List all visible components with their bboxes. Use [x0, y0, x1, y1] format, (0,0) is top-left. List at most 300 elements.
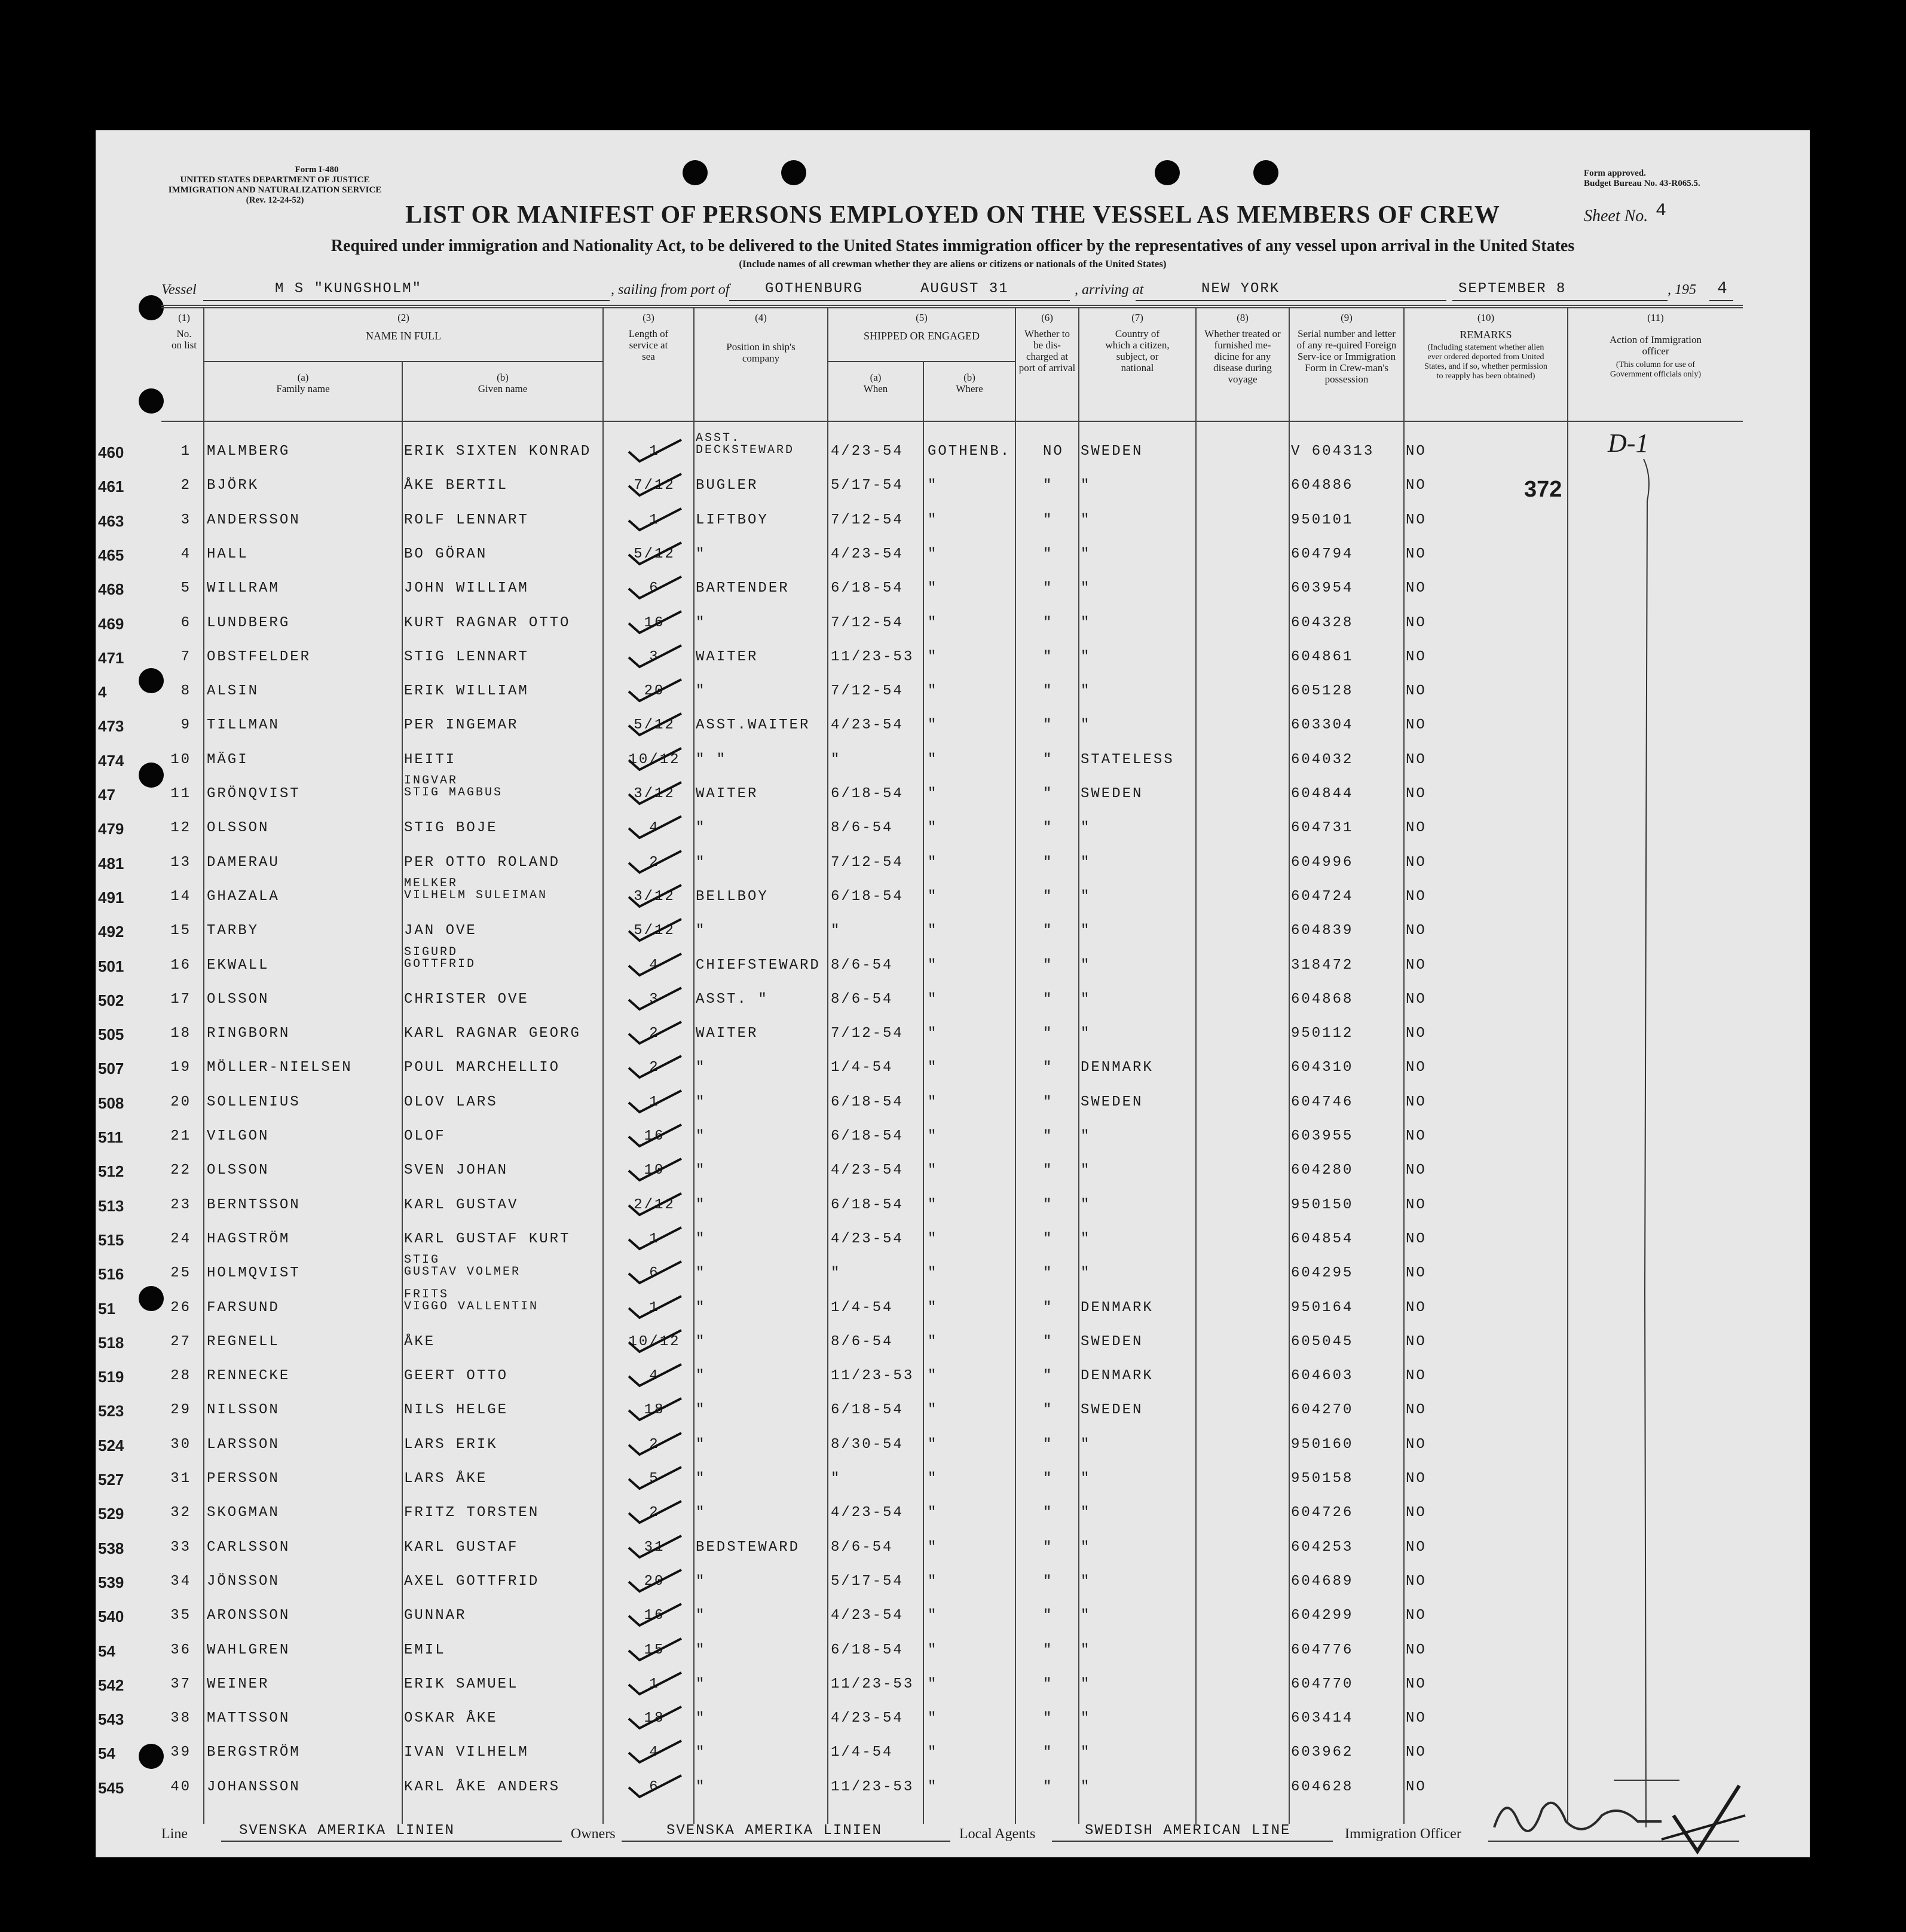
col1-header [165, 312, 203, 351]
remarks: NO [1406, 1265, 1427, 1282]
remarks: NO [1406, 957, 1427, 973]
position: " [696, 923, 706, 939]
position: WAITER [696, 1025, 758, 1042]
shipped-when: 8/6-54 [831, 820, 894, 837]
family-name: OBSTFELDER [207, 648, 311, 665]
margin-line-number: 465 [98, 546, 124, 564]
position: " [696, 1196, 706, 1213]
given-name: OSKAR ÅKE [404, 1710, 498, 1727]
list-number: 28 [170, 1368, 191, 1385]
check-mark-icon [622, 572, 687, 602]
form-number: Form I-480 [295, 165, 339, 174]
serial-number: 604726 [1291, 1505, 1354, 1521]
remarks: NO [1406, 614, 1427, 631]
serial-number: 950112 [1291, 1025, 1354, 1042]
check-mark-icon [622, 983, 687, 1013]
country: DENMARK [1081, 1299, 1154, 1316]
col-number: (4) [755, 312, 767, 323]
serial-number: 604844 [1291, 786, 1354, 802]
length-of-service: 20 [644, 1573, 665, 1590]
remarks: NO [1406, 1778, 1427, 1795]
shipped-where: " [928, 751, 938, 768]
list-number: 9 [180, 717, 191, 734]
check-mark-icon [622, 1702, 687, 1732]
shipped-when: 4/23-54 [831, 1710, 904, 1727]
col8-header [1197, 312, 1289, 385]
discharged: " [1043, 1505, 1054, 1521]
remarks: NO [1406, 1744, 1427, 1761]
serial-number: 604603 [1291, 1368, 1354, 1385]
family-name: HOLMQVIST [207, 1265, 301, 1282]
length-of-service: 4 [649, 1744, 660, 1761]
list-number: 39 [170, 1744, 191, 1761]
remarks: NO [1406, 1094, 1427, 1110]
check-mark-icon [622, 1771, 687, 1801]
discharged: " [1043, 614, 1054, 631]
list-number: 11 [170, 786, 191, 802]
check-mark-icon [622, 846, 687, 876]
shipped-when: 4/23-54 [831, 1230, 904, 1247]
list-number: 29 [170, 1402, 191, 1419]
shipped-when: 6/18-54 [831, 1642, 904, 1658]
shipped-when: 6/18-54 [831, 1128, 904, 1144]
country: SWEDEN [1081, 1333, 1143, 1350]
vessel-label: Vessel [161, 282, 197, 298]
check-mark-icon [622, 1120, 687, 1150]
given-name: STIG BOJE [404, 820, 498, 837]
country: " [1081, 820, 1091, 837]
serial-number: 605045 [1291, 1333, 1354, 1350]
col-label: No. on list [171, 328, 197, 351]
check-mark-icon [622, 469, 687, 499]
shipped-where: " [928, 1128, 938, 1144]
col-label: Position in ship's company [726, 341, 796, 364]
family-name: MALMBERG [207, 443, 290, 460]
family-name: PERSSON [207, 1471, 280, 1487]
family-name: RENNECKE [207, 1368, 290, 1385]
length-of-service: 10 [644, 1162, 665, 1179]
check-mark-icon [622, 1051, 687, 1081]
check-mark-icon [622, 914, 687, 944]
given-name: KARL GUSTAF KURT [404, 1230, 571, 1247]
list-number: 35 [170, 1608, 191, 1624]
check-mark-icon [622, 1668, 687, 1698]
length-of-service: 1 [649, 1299, 660, 1316]
shipped-when: " [831, 751, 842, 768]
sheet-number: 4 [1656, 201, 1667, 221]
margin-line-number: 54 [98, 1642, 115, 1660]
arrival-port: NEW YORK [1201, 281, 1280, 297]
shipped-when: 7/12-54 [831, 614, 904, 631]
shipped-where: " [928, 546, 938, 562]
margin-line-number: 538 [98, 1539, 124, 1557]
remarks: NO [1406, 751, 1427, 768]
shipped-when: 6/18-54 [831, 580, 904, 597]
list-number: 4 [180, 546, 191, 562]
family-name: EKWALL [207, 957, 270, 973]
position: CHIEFSTEWARD [696, 957, 821, 973]
family-name: ANDERSSON [207, 512, 301, 528]
position: " [696, 1060, 706, 1076]
discharged: " [1043, 1471, 1054, 1487]
discharged: " [1043, 1162, 1054, 1179]
remarks: NO [1406, 1573, 1427, 1590]
length-of-service: 2 [649, 854, 660, 871]
shipped-where: GOTHENB. [928, 443, 1011, 460]
discharged: " [1043, 683, 1054, 700]
length-of-service: 4 [649, 820, 660, 837]
length-of-service: 3 [649, 991, 660, 1008]
arrival-date: SEPTEMBER 8 [1458, 281, 1567, 297]
length-of-service: 15 [644, 1642, 665, 1658]
check-mark-icon [622, 1154, 687, 1184]
check-mark-icon [622, 1565, 687, 1595]
family-name: SKOGMAN [207, 1505, 280, 1521]
position: " [696, 1505, 706, 1521]
margin-line-number: 519 [98, 1368, 124, 1386]
position: " [696, 1162, 706, 1179]
discharged: " [1043, 1025, 1054, 1042]
remarks: NO [1406, 1025, 1427, 1042]
col11-header [1568, 312, 1743, 379]
remarks: NO [1406, 1642, 1427, 1658]
margin-line-number: 481 [98, 854, 124, 872]
remarks: NO [1406, 786, 1427, 802]
shipped-when: 1/4-54 [831, 1744, 894, 1761]
check-mark-icon [622, 709, 687, 739]
margin-line-number: 474 [98, 751, 124, 770]
shipped-where: " [928, 888, 938, 905]
country: " [1081, 1265, 1091, 1282]
serial-number: 604861 [1291, 648, 1354, 665]
given-name: HEITI [404, 751, 457, 768]
given-name: KARL GUSTAF [404, 1539, 519, 1556]
family-name: JOHANSSON [207, 1778, 301, 1795]
family-name: FARSUND [207, 1299, 280, 1316]
discharged: " [1043, 512, 1054, 528]
margin-line-number: 501 [98, 957, 124, 975]
family-name: CARLSSON [207, 1539, 290, 1556]
shipped-where: " [928, 1642, 938, 1658]
serial-number: 604310 [1291, 1060, 1354, 1076]
list-number: 25 [170, 1265, 191, 1282]
discharged: " [1043, 717, 1054, 734]
position: BUGLER [696, 477, 758, 494]
country: " [1081, 1025, 1091, 1042]
length-of-service: 6 [649, 580, 660, 597]
remarks: NO [1406, 1402, 1427, 1419]
discharged: " [1043, 1436, 1054, 1453]
shipped-when: 5/17-54 [831, 477, 904, 494]
family-name: JÖNSSON [207, 1573, 280, 1590]
col-label: NAME IN FULL [366, 330, 441, 342]
given-name: ERIK SAMUEL [404, 1676, 519, 1692]
position: LIFTBOY [696, 512, 769, 528]
year-digit: 4 [1717, 280, 1728, 298]
length-of-service: 4 [649, 1368, 660, 1385]
serial-number: 604270 [1291, 1402, 1354, 1419]
check-mark-icon [622, 1257, 687, 1287]
list-number: 30 [170, 1436, 191, 1453]
requirement-text: Required under immigration and Nationality Act, to be delivered to the United States immigration officer by the representatives of any vessel upon arrival in the United States [331, 237, 1575, 255]
country: " [1081, 923, 1091, 939]
remarks: NO [1406, 443, 1427, 460]
position: " [696, 1299, 706, 1316]
family-name: REGNELL [207, 1333, 280, 1350]
margin-line-number: 54 [98, 1744, 115, 1763]
given-name: EMIL [404, 1642, 446, 1658]
length-of-service: 18 [644, 1402, 665, 1419]
country: SWEDEN [1081, 1402, 1143, 1419]
shipped-where: " [928, 820, 938, 837]
margin-line-number: 511 [98, 1128, 123, 1146]
discharged: NO [1043, 443, 1064, 460]
length-of-service: 1 [649, 1676, 660, 1692]
margin-line-number: 492 [98, 923, 124, 941]
margin-line-number: 529 [98, 1505, 124, 1523]
serial-number: 605128 [1291, 683, 1354, 700]
family-name: WILLRAM [207, 580, 280, 597]
remarks: NO [1406, 717, 1427, 734]
position: " [696, 1436, 706, 1453]
given-name: ÅKE BERTIL [404, 477, 509, 494]
given-name: ERIK SIXTEN KONRAD [404, 443, 592, 460]
shipped-where: " [928, 1676, 938, 1692]
margin-line-number: 502 [98, 991, 124, 1009]
country: SWEDEN [1081, 1094, 1143, 1110]
country: " [1081, 854, 1091, 871]
serial-number: 604328 [1291, 614, 1354, 631]
approval-block [1584, 169, 1700, 189]
country: " [1081, 991, 1091, 1008]
length-of-service: 5/12 [634, 546, 675, 562]
given-name: OLOF [404, 1128, 446, 1144]
shipped-when: 4/23-54 [831, 1162, 904, 1179]
col-number: (8) [1237, 312, 1249, 323]
check-mark-icon [622, 675, 687, 705]
shipped-where: " [928, 1505, 938, 1521]
country: STATELESS [1081, 751, 1174, 768]
serial-number: 950160 [1291, 1436, 1354, 1453]
family-name: OLSSON [207, 820, 270, 837]
country: " [1081, 1128, 1091, 1144]
position: " [696, 1573, 706, 1590]
family-name: DAMERAU [207, 854, 280, 871]
position: " [696, 1402, 706, 1419]
given-name: NILS HELGE [404, 1402, 509, 1419]
family-name: RINGBORN [207, 1025, 290, 1042]
country: " [1081, 648, 1091, 665]
shipped-when: 7/12-54 [831, 512, 904, 528]
given-name: SIGURD GOTTFRID [404, 945, 476, 971]
col7-header [1079, 312, 1195, 373]
position: " [696, 1265, 706, 1282]
check-mark-icon [622, 1428, 687, 1458]
country: " [1081, 1642, 1091, 1658]
punch-hole [1155, 160, 1180, 185]
family-name: GRÖNQVIST [207, 786, 301, 802]
given-name: SVEN JOHAN [404, 1162, 509, 1179]
col2a-header: (a) Family name [276, 372, 330, 394]
shipped-where: " [928, 786, 938, 802]
country: " [1081, 957, 1091, 973]
given-name: FRITZ TORSTEN [404, 1505, 540, 1521]
remarks: NO [1406, 1608, 1427, 1624]
country: " [1081, 1710, 1091, 1727]
punch-hole [139, 1744, 164, 1769]
country: " [1081, 1162, 1091, 1179]
shipped-when: 11/23-53 [831, 1368, 914, 1385]
discharged: " [1043, 1265, 1054, 1282]
sheet-label: Sheet No. [1584, 207, 1648, 225]
list-number: 1 [180, 443, 191, 460]
length-of-service: 6 [649, 1778, 660, 1795]
given-name: STIG LENNART [404, 648, 529, 665]
list-number: 23 [170, 1196, 191, 1213]
position: " [696, 1333, 706, 1350]
shipped-when: 5/17-54 [831, 1573, 904, 1590]
serial-number: 603414 [1291, 1710, 1354, 1727]
margin-line-number: 513 [98, 1196, 124, 1215]
margin-line-number: 505 [98, 1025, 124, 1044]
discharged: " [1043, 991, 1054, 1008]
discharged: " [1043, 1094, 1054, 1110]
check-mark-icon [622, 504, 687, 534]
given-name: ROLF LENNART [404, 512, 529, 528]
remarks: NO [1406, 648, 1427, 665]
given-name: KURT RAGNAR OTTO [404, 614, 571, 631]
form-id-block [161, 165, 388, 206]
discharged: " [1043, 1368, 1054, 1385]
col-sublabel: (Including statement whether alien ever ordered deported from United States, and if so, whether permission to reapply has been obtained) [1424, 343, 1547, 381]
remarks: NO [1406, 1230, 1427, 1247]
given-name: CHRISTER OVE [404, 991, 529, 1008]
country: " [1081, 1471, 1091, 1487]
shipped-when: " [831, 1265, 842, 1282]
serial-number: 950158 [1291, 1471, 1354, 1487]
remarks: NO [1406, 1676, 1427, 1692]
remarks: NO [1406, 1710, 1427, 1727]
margin-line-number: 527 [98, 1471, 124, 1489]
list-number: 21 [170, 1128, 191, 1144]
shipped-where: " [928, 854, 938, 871]
given-name: STIG GUSTAV VOLMER [404, 1253, 521, 1279]
serial-number: 603955 [1291, 1128, 1354, 1144]
given-name: LARS ERIK [404, 1436, 498, 1453]
length-of-service: 5/12 [634, 923, 675, 939]
discharged: " [1043, 888, 1054, 905]
budget-bureau: Budget Bureau No. 43-R065.5. [1584, 179, 1700, 188]
punch-hole [139, 668, 164, 693]
col-number: (5) [916, 312, 928, 323]
shipped-when: 6/18-54 [831, 786, 904, 802]
col-number: (6) [1041, 312, 1053, 323]
discharged: " [1043, 477, 1054, 494]
family-name: WEINER [207, 1676, 270, 1692]
discharged: " [1043, 786, 1054, 802]
given-name: BO GÖRAN [404, 546, 488, 562]
margin-line-number: 516 [98, 1265, 124, 1284]
discharged: " [1043, 546, 1054, 562]
given-name: LARS ÅKE [404, 1471, 488, 1487]
given-name: ÅKE [404, 1333, 436, 1350]
country: " [1081, 1539, 1091, 1556]
list-number: 18 [170, 1025, 191, 1042]
remarks: NO [1406, 1128, 1427, 1144]
family-name: TARBY [207, 923, 259, 939]
list-number: 15 [170, 923, 191, 939]
discharged: " [1043, 1230, 1054, 1247]
position: " [696, 1128, 706, 1144]
margin-line-number: 471 [98, 648, 124, 667]
position: BEDSTEWARD [696, 1539, 800, 1556]
margin-line-number: 468 [98, 580, 124, 599]
stamp-number: 372 [1524, 477, 1562, 502]
shipped-when: 1/4-54 [831, 1299, 894, 1316]
discharged: " [1043, 1196, 1054, 1213]
discharged: " [1043, 1608, 1054, 1624]
family-name: SOLLENIUS [207, 1094, 301, 1110]
serial-number: 604996 [1291, 854, 1354, 871]
discharged: " [1043, 957, 1054, 973]
shipped-where: " [928, 1436, 938, 1453]
shipped-when: 11/23-53 [831, 1676, 914, 1692]
shipped-when: 11/23-53 [831, 648, 914, 665]
length-of-service: 31 [644, 1539, 665, 1556]
family-name: MÄGI [207, 751, 249, 768]
discharged: " [1043, 1676, 1054, 1692]
check-mark-icon [622, 777, 687, 807]
list-number: 22 [170, 1162, 191, 1179]
length-of-service: 3 [649, 648, 660, 665]
position: " [696, 1744, 706, 1761]
serial-number: 604839 [1291, 923, 1354, 939]
line-name: SVENSKA AMERIKA LINIEN [239, 1823, 455, 1839]
shipped-when: 4/23-54 [831, 443, 904, 460]
check-mark-icon [622, 1325, 687, 1355]
year-prefix: , 195 [1668, 282, 1696, 298]
manifest-sheet [96, 130, 1810, 1857]
serial-number: 604724 [1291, 888, 1354, 905]
margin-line-number: 473 [98, 717, 124, 736]
margin-line-number: 491 [98, 888, 124, 907]
country: " [1081, 1196, 1091, 1213]
shipped-where: " [928, 512, 938, 528]
col-sublabel: (This column for use of Government officials only) [1610, 360, 1702, 379]
serial-number: 604253 [1291, 1539, 1354, 1556]
col-number: (10) [1477, 312, 1495, 323]
shipped-when: 4/23-54 [831, 1608, 904, 1624]
margin-line-number: 515 [98, 1230, 124, 1249]
position: " [696, 1642, 706, 1658]
country: " [1081, 1573, 1091, 1590]
serial-number: 604295 [1291, 1265, 1354, 1282]
list-number: 5 [180, 580, 191, 597]
length-of-service: 1 [649, 1230, 660, 1247]
position: " [696, 1368, 706, 1385]
margin-line-number: 51 [98, 1299, 115, 1318]
departure-port: GOTHENBURG [765, 281, 864, 297]
shipped-when: 1/4-54 [831, 1060, 894, 1076]
given-name: JOHN WILLIAM [404, 580, 529, 597]
check-mark-icon [622, 1223, 687, 1253]
list-number: 24 [170, 1230, 191, 1247]
length-of-service: 7/12 [634, 477, 675, 494]
col5b-header: (b) Where [956, 372, 983, 394]
country: " [1081, 477, 1091, 494]
remarks: NO [1406, 888, 1427, 905]
given-name: FRITS VIGGO VALLENTIN [404, 1287, 539, 1313]
